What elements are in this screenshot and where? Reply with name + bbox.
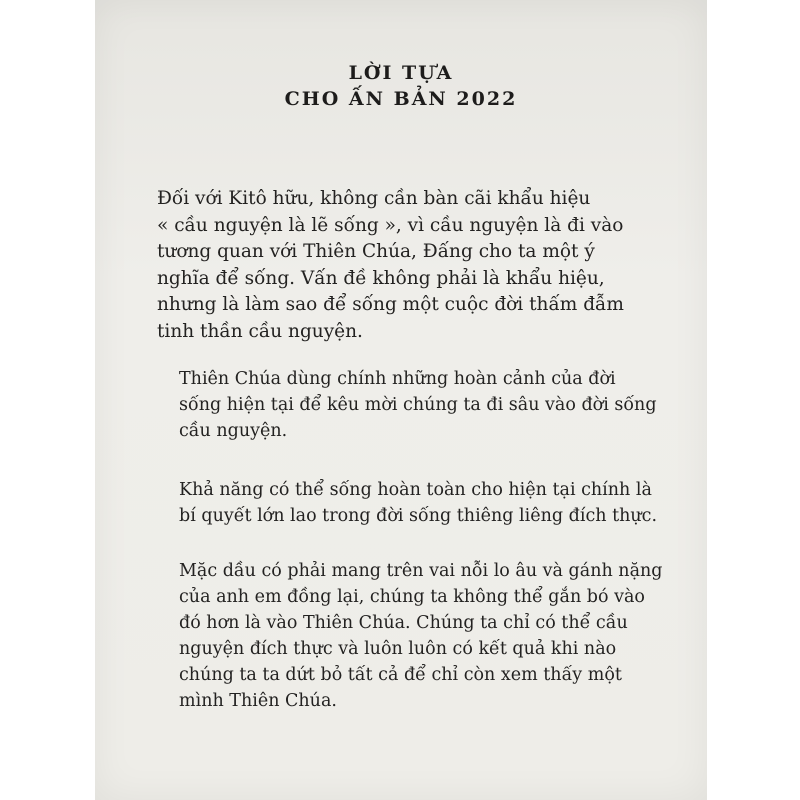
text-line: mình Thiên Chúa.: [179, 691, 337, 711]
quote-paragraph-3: [179, 558, 662, 714]
text-line: tương quan với Thiên Chúa, Đấng cho ta một ý: [157, 241, 595, 262]
text-line: Mặc dầu có phải mang trên vai nỗi lo âu và gánh nặng: [179, 561, 663, 581]
text-line: nghĩa để sống. Vấn đề không phải là khẩu hiệu,: [157, 267, 605, 289]
quote-paragraph-1: [179, 366, 657, 444]
text-line: bí quyết lớn lao trong đời sống thiêng liêng đích thực.: [179, 506, 658, 526]
text-line: đó hơn là vào Thiên Chúa. Chúng ta chỉ có thể cầu: [179, 613, 628, 633]
text-line: « cầu nguyện là lẽ sống », vì cầu nguyện là đi vào: [157, 214, 624, 236]
text-line: nguyện đích thực và luôn luôn có kết quả khi nào: [179, 639, 617, 659]
text-line: nhưng là làm sao để sống một cuộc đời thấm đẫm: [157, 294, 624, 315]
text-line: Đối với Kitô hữu, không cần bàn cãi khẩu hiệu: [157, 188, 591, 209]
page-subtitle: CHO ẤN BẢN 2022: [284, 88, 518, 110]
text-line: của anh em đồng lại, chúng ta không thể gắn bó vào: [179, 587, 645, 607]
book-page: [95, 0, 707, 800]
intro-paragraph: [157, 186, 624, 345]
text-line: Thiên Chúa dùng chính những hoàn cảnh của đời: [179, 369, 616, 389]
text-line: Khả năng có thể sống hoàn toàn cho hiện tại chính là: [179, 480, 652, 500]
text-line: cầu nguyện.: [179, 421, 288, 441]
quote-paragraph-2: [179, 477, 657, 529]
text-line: chúng ta ta dứt bỏ tất cả để chỉ còn xem thấy một: [179, 665, 622, 685]
page-title: LỜI TỰA: [348, 62, 454, 84]
text-line: sống hiện tại để kêu mời chúng ta đi sâu vào đời sống: [179, 395, 657, 415]
text-line: tinh thần cầu nguyện.: [157, 320, 363, 342]
